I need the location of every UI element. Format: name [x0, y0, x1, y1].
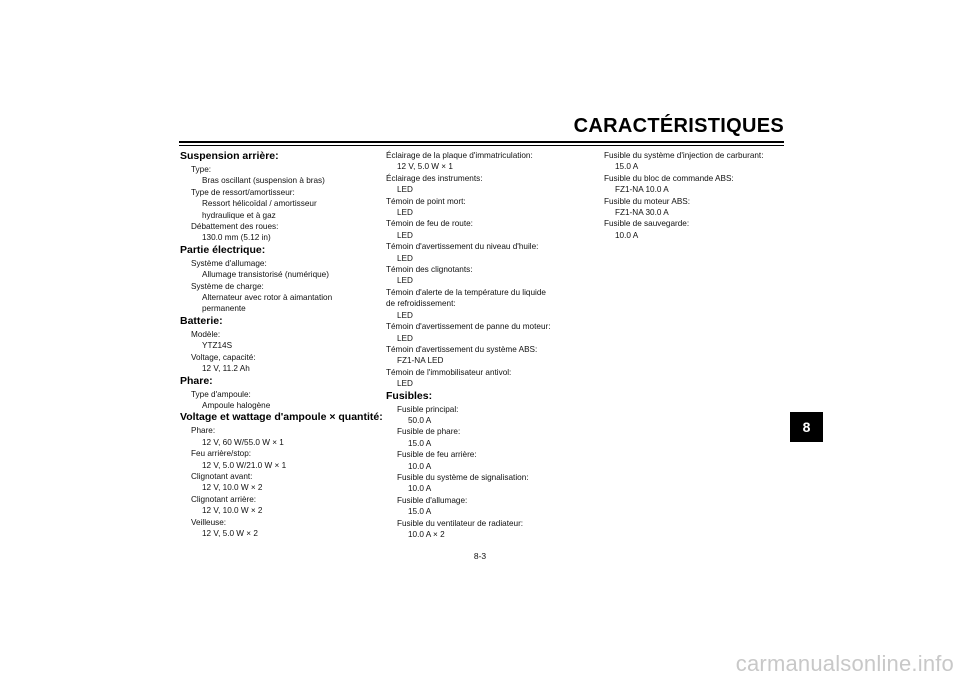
chapter-tab: 8	[790, 412, 823, 442]
spec-value: 15.0 A	[408, 507, 432, 517]
spec-label: Témoin de feu de route:	[386, 219, 473, 229]
spec-label: Fusible de phare:	[397, 427, 461, 437]
spec-label: Fusible du système d'injection de carburant:	[604, 151, 764, 160]
spec-value: 12 V, 10.0 W × 2	[202, 483, 263, 493]
spec-label: Système de charge:	[191, 281, 264, 291]
spec-value: 12 V, 5.0 W × 2	[202, 528, 258, 538]
spec-value: LED	[397, 333, 413, 343]
spec-label: Clignotant arrière:	[191, 494, 257, 504]
header-rule	[179, 141, 784, 143]
spec-label: Fusible de feu arrière:	[397, 450, 477, 460]
spec-value: 15.0 A	[615, 162, 639, 172]
spec-value: LED	[397, 230, 413, 240]
spec-value: permanente	[202, 304, 246, 314]
spec-value: LED	[397, 379, 413, 389]
spec-label: Système d'allumage:	[191, 258, 267, 268]
spec-value: 50.0 A	[408, 415, 432, 425]
spec-label: Éclairage de la plaque d'immatriculation:	[386, 151, 533, 160]
spec-column-1	[180, 150, 385, 539]
page-title: CARACTÉRISTIQUES	[573, 115, 784, 137]
spec-label: Témoin des clignotants:	[386, 265, 473, 275]
section-heading: Voltage et wattage d'ampoule × quantité:	[180, 411, 383, 424]
spec-value: 12 V, 10.0 W × 2	[202, 506, 263, 516]
page-number: 8-3	[473, 551, 487, 561]
spec-label: Fusible du moteur ABS:	[604, 196, 691, 206]
spec-value: 10.0 A	[408, 484, 432, 494]
spec-label: Clignotant avant:	[191, 471, 253, 481]
spec-value: 12 V, 5.0 W/21.0 W × 1	[202, 460, 287, 470]
spec-value: hydraulique et à gaz	[202, 210, 276, 220]
spec-label: Type de ressort/amortisseur:	[191, 187, 295, 197]
spec-column-2	[386, 150, 591, 540]
spec-label: Fusible du système de signalisation:	[397, 472, 529, 482]
section-heading: Partie électrique:	[180, 243, 266, 256]
spec-label: Témoin d'avertissement du système ABS:	[386, 344, 538, 354]
spec-value: Bras oscillant (suspension à bras)	[202, 176, 325, 186]
spec-value: FZ1-NA 10.0 A	[615, 185, 669, 195]
spec-label: Témoin d'avertissement de panne du moteur:	[386, 322, 551, 332]
section-heading: Batterie:	[180, 314, 223, 327]
spec-column-3	[604, 150, 809, 241]
spec-label: Témoin de l'immobilisateur antivol:	[386, 367, 512, 377]
section-heading: Phare:	[180, 374, 213, 387]
spec-label: Fusible principal:	[397, 404, 459, 414]
spec-label: Voltage, capacité:	[191, 352, 256, 362]
spec-label: Veilleuse:	[191, 517, 227, 527]
spec-label: Fusible du bloc de commande ABS:	[604, 173, 734, 183]
watermark: carmanualsonline.info	[735, 651, 954, 676]
spec-label: Feu arrière/stop:	[191, 449, 252, 459]
spec-label: de refroidissement:	[386, 299, 456, 309]
spec-label: Témoin de point mort:	[386, 196, 466, 206]
spec-label: Phare:	[191, 426, 216, 436]
spec-label: Type:	[191, 165, 212, 174]
spec-value: LED	[397, 310, 413, 320]
section-heading: Suspension arrière:	[180, 150, 279, 162]
header-rule-thin	[179, 145, 784, 146]
spec-label: Fusible de sauvegarde:	[604, 219, 690, 229]
spec-label: Modèle:	[191, 329, 221, 339]
spec-value: 12 V, 5.0 W × 1	[397, 162, 453, 172]
spec-value: FZ1-NA 30.0 A	[615, 208, 669, 218]
spec-value: 12 V, 11.2 Ah	[202, 364, 250, 374]
spec-label: Type d'ampoule:	[191, 389, 251, 399]
spec-value: 15.0 A	[408, 438, 432, 448]
spec-value: 12 V, 60 W/55.0 W × 1	[202, 437, 284, 447]
spec-value: Allumage transistorisé (numérique)	[202, 270, 329, 280]
spec-value: 10.0 A	[615, 230, 639, 240]
spec-label: Débattement des roues:	[191, 222, 279, 232]
spec-value: FZ1-NA LED	[397, 356, 444, 366]
spec-label: Témoin d'avertissement du niveau d'huile:	[386, 242, 539, 252]
spec-value: Ampoule halogène	[202, 400, 271, 410]
spec-value: 130.0 mm (5.12 in)	[202, 233, 271, 243]
spec-value: Ressort hélicoïdal / amortisseur	[202, 199, 317, 209]
spec-value: LED	[397, 185, 413, 195]
spec-value: Alternateur avec rotor à aimantation	[202, 293, 333, 303]
spec-value: LED	[397, 208, 413, 218]
spec-value: YTZ14S	[202, 341, 233, 351]
spec-value: LED	[397, 276, 413, 286]
spec-value: 10.0 A × 2	[408, 530, 445, 539]
spec-label: Fusible du ventilateur de radiateur:	[397, 518, 524, 528]
section-heading: Fusibles:	[386, 389, 433, 402]
spec-label: Éclairage des instruments:	[386, 173, 483, 183]
spec-value: LED	[397, 253, 413, 263]
spec-value: 10.0 A	[408, 461, 432, 471]
spec-label: Fusible d'allumage:	[397, 495, 468, 505]
spec-label: Témoin d'alerte de la température du liquide	[386, 287, 546, 297]
